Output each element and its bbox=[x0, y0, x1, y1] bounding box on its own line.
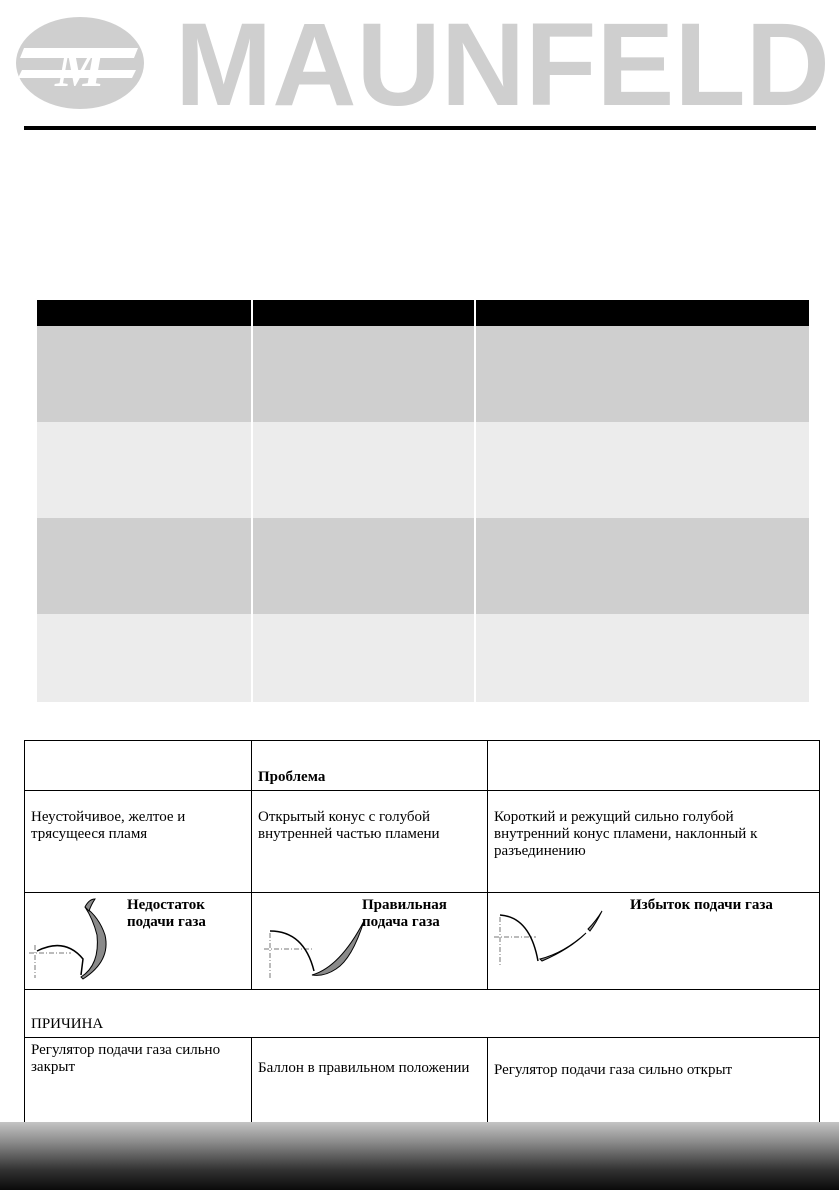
reason-row bbox=[25, 1038, 820, 1123]
header-cell bbox=[25, 741, 252, 791]
logo-emblem-letter: M bbox=[55, 37, 105, 99]
flame-high-label: Избыток подачи газа bbox=[630, 897, 773, 913]
header-cell bbox=[488, 741, 820, 791]
logo-emblem bbox=[16, 17, 144, 109]
header-cell-problem: Проблема bbox=[252, 741, 488, 791]
reason-cell: Баллон в правильном положении bbox=[252, 1038, 488, 1123]
footer-bar bbox=[0, 1122, 839, 1190]
flame-cell-low bbox=[25, 893, 252, 990]
description-cell: Неустойчивое, желтое и трясущееся пламя bbox=[25, 791, 252, 893]
grey-table-row bbox=[37, 422, 809, 518]
cause-row bbox=[25, 990, 820, 1038]
flame-cell-normal bbox=[252, 893, 488, 990]
reason-cell: Регулятор подачи газа сильно закрыт bbox=[25, 1038, 252, 1123]
flame-normal-label: Правильная подача газа bbox=[362, 897, 447, 930]
flame-cell-high bbox=[488, 893, 820, 990]
maunfeld-logo bbox=[0, 0, 839, 125]
description-cell: Короткий и режущий сильно голубой внутренний конус пламени, наклонный к разъединению bbox=[488, 791, 820, 893]
cause-label: ПРИЧИНА bbox=[25, 990, 820, 1038]
header-rule bbox=[24, 126, 816, 130]
flame-table bbox=[24, 740, 820, 1123]
flame-table-header-row bbox=[25, 741, 820, 791]
description-row bbox=[25, 791, 820, 893]
grey-table bbox=[37, 300, 809, 702]
reason-cell: Регулятор подачи газа сильно открыт bbox=[488, 1038, 820, 1123]
flame-low-label: Недостаток подачи газа bbox=[127, 897, 206, 930]
logo-wordmark: MAUNFELD bbox=[175, 0, 830, 125]
grey-table-row bbox=[37, 518, 809, 614]
description-cell: Открытый конус с голубой внутренней частью пламени bbox=[252, 791, 488, 893]
grey-table-row bbox=[37, 326, 809, 422]
grey-table-header bbox=[37, 300, 809, 326]
grey-table-row bbox=[37, 614, 809, 702]
flame-image-row bbox=[25, 893, 820, 990]
